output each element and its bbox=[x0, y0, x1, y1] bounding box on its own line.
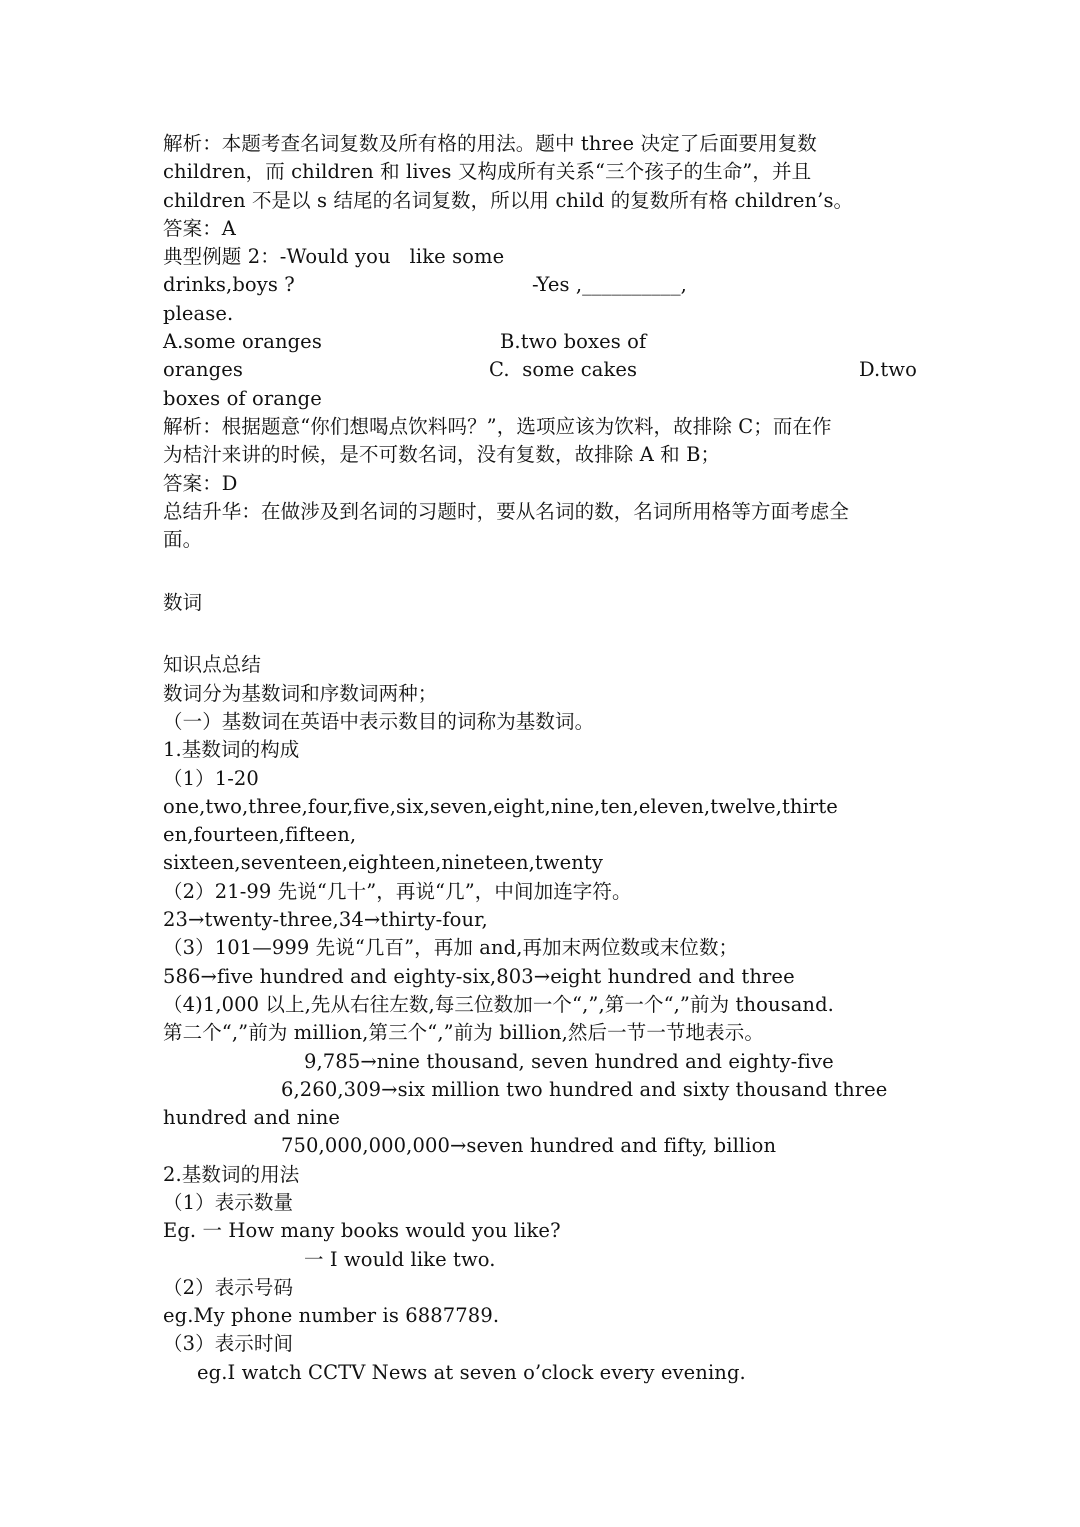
question-line: please. bbox=[163, 301, 234, 325]
question-blank: -Yes ,__________, bbox=[532, 273, 687, 297]
option-b: B.two boxes of bbox=[500, 330, 647, 354]
text-line: 数词分为基数词和序数词两种； bbox=[163, 681, 438, 705]
text-line: 第二个“,”前为 million,第三个“,”前为 billion,然后一节一节地表示。 bbox=[163, 1021, 764, 1045]
text-line: （1）1-20 bbox=[163, 766, 259, 790]
option-d-cont: boxes of orange bbox=[163, 386, 322, 410]
text-line: （3）101—999 先说“几百”，再加 and,再加末两位数或末位数； bbox=[163, 936, 739, 960]
analysis-line: 解析：根据题意“你们想喝点饮料吗？”，选项应该为饮料，故排除 C；而在作 bbox=[163, 414, 832, 438]
option-a: A.some oranges bbox=[163, 330, 322, 354]
text-line: 750,000,000,000→seven hundred and fifty, billion bbox=[281, 1134, 777, 1158]
text-line: （4)1,000 以上,先从右往左数,每三位数加一个“,”,第一个“,”前为 thousand. bbox=[163, 992, 834, 1016]
kp-heading: 知识点总结 bbox=[163, 653, 262, 677]
section-heading: 数词 bbox=[163, 590, 203, 614]
summary-line: 面。 bbox=[163, 528, 203, 552]
summary-line: 总结升华：在做涉及到名词的习题时，要从名词的数，名词所用格等方面考虑全 bbox=[163, 499, 850, 523]
text-line: one,two,three,four,five,six,seven,eight,nine,ten,eleven,twelve,thirte bbox=[163, 794, 838, 818]
answer-line: 答案：A bbox=[163, 216, 236, 240]
subsection-heading: 1.基数词的构成 bbox=[163, 738, 300, 762]
text-line: eg.My phone number is 6887789. bbox=[163, 1304, 500, 1328]
options-line bbox=[163, 356, 923, 384]
options-line bbox=[163, 328, 923, 356]
option-d: D.two bbox=[859, 358, 917, 382]
question-line: 典型例题 2：-Would you like some bbox=[163, 245, 505, 269]
text-line: 6,260,309→six million two hundred and sixty thousand three bbox=[281, 1077, 888, 1101]
answer-line: 答案：D bbox=[163, 471, 238, 495]
question-text: drinks,boys ? bbox=[163, 273, 295, 297]
text-line: 23→twenty-three,34→thirty-four, bbox=[163, 908, 488, 932]
text-line: （3）表示时间 bbox=[163, 1332, 294, 1356]
text-line: 586→five hundred and eighty-six,803→eight hundred and three bbox=[163, 964, 795, 988]
analysis-line: 为桔汁来讲的时候，是不可数名词，没有复数，故排除 A 和 B； bbox=[163, 443, 721, 467]
option-c: C. some cakes bbox=[489, 358, 638, 382]
analysis-line: children 不是以 s 结尾的名词复数，所以用 child 的复数所有格 children’s。 bbox=[163, 188, 854, 212]
text-line: eg.I watch CCTV News at seven o’clock every evening. bbox=[197, 1360, 746, 1384]
analysis-line: children，而 children 和 lives 又构成所有关系“三个孩子的生命”，并且 bbox=[163, 160, 812, 184]
text-line: （2）表示号码 bbox=[163, 1275, 294, 1299]
document-page bbox=[163, 130, 923, 1387]
option-b-cont: oranges bbox=[163, 358, 243, 382]
analysis-line: 解析：本题考查名词复数及所有格的用法。题中 three 决定了后面要用复数 bbox=[163, 132, 817, 155]
text-line: 9,785→nine thousand, seven hundred and eighty-five bbox=[304, 1049, 834, 1073]
text-line: （1）表示数量 bbox=[163, 1190, 294, 1214]
text-line: （2）21-99 先说“几十”，再说“几”，中间加连字符。 bbox=[163, 879, 632, 903]
text-line: hundred and nine bbox=[163, 1106, 341, 1130]
text-line: （一）基数词在英语中表示数目的词称为基数词。 bbox=[163, 709, 595, 733]
text-line: sixteen,seventeen,eighteen,nineteen,twenty bbox=[163, 851, 603, 875]
question-line bbox=[163, 271, 923, 299]
text-line: en,fourteen,fifteen, bbox=[163, 823, 357, 847]
text-line: 一 I would like two. bbox=[304, 1247, 496, 1271]
text-line: Eg. 一 How many books would you like? bbox=[163, 1219, 561, 1243]
subsection-heading: 2.基数词的用法 bbox=[163, 1162, 300, 1186]
